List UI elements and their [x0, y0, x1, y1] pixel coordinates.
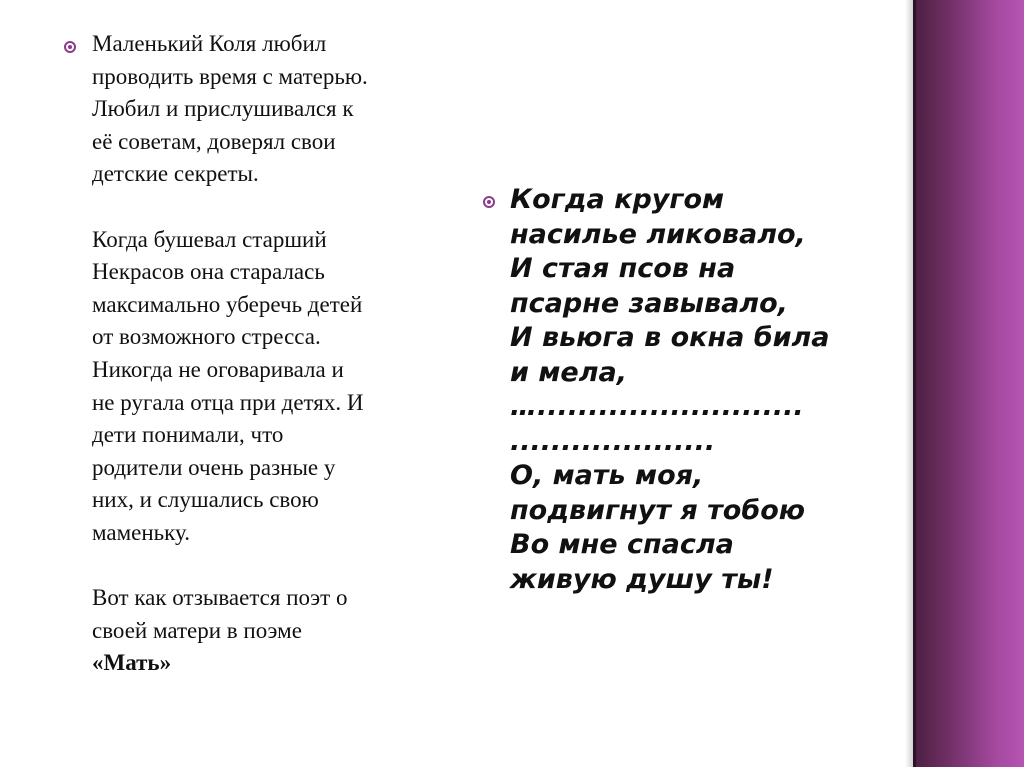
paragraph-gap — [92, 191, 452, 224]
text-line: от возможного стресса. — [92, 324, 321, 350]
poem-line: .................... — [510, 425, 716, 457]
panel-edge — [913, 0, 916, 767]
poem-line: и мела, — [510, 356, 627, 388]
text-line: родители очень разные у — [92, 454, 336, 480]
text-line: дети понимали, что — [92, 422, 284, 448]
poem-title: «Мать» — [92, 650, 172, 676]
text-line: максимально уберечь детей — [92, 291, 363, 317]
text-line: Любил и прислушивался к — [92, 96, 354, 122]
poem-line: И вьюга в окна била — [510, 322, 830, 353]
text-line: не ругала отца при детях. И — [92, 389, 364, 415]
text-line: маменьку. — [92, 519, 190, 545]
poem-block — [510, 183, 890, 597]
poem-line: ….......................... — [510, 391, 804, 422]
text-line: детские секреты. — [92, 161, 259, 187]
bullet-icon-right — [483, 196, 495, 208]
text-line: Вот как отзывается поэт о — [92, 585, 348, 611]
poem-line: живую душу ты! — [510, 563, 774, 595]
panel-shadow — [905, 0, 913, 767]
decorative-side-panel — [913, 0, 1024, 767]
poem-line: псарне завывало, — [510, 287, 788, 319]
text-line: её советам, доверял свои — [92, 128, 336, 154]
text-line: Никогда не оговаривала и — [92, 356, 344, 382]
text-line: Маленький Коля любил — [92, 31, 327, 56]
poem-line: Когда кругом — [510, 184, 725, 215]
text-line: Некрасов она старалась — [92, 259, 325, 285]
poem-line: И стая псов на — [510, 253, 736, 284]
text-line: проводить время с матерью. — [92, 63, 368, 89]
poem-line: насилье ликовало, — [510, 218, 806, 250]
paragraph-gap — [92, 550, 452, 583]
text-line: Когда бушевал старший — [92, 226, 327, 252]
text-line: них, и слушались свою — [92, 487, 319, 513]
poem-line: О, мать моя, — [510, 460, 704, 491]
left-text-block — [92, 28, 452, 680]
poem-line: Во мне спасла — [510, 529, 734, 560]
text-line: своей матери в поэме — [92, 617, 302, 643]
bullet-icon-left — [64, 41, 76, 53]
poem-line: подвигнут я тобою — [510, 494, 806, 526]
